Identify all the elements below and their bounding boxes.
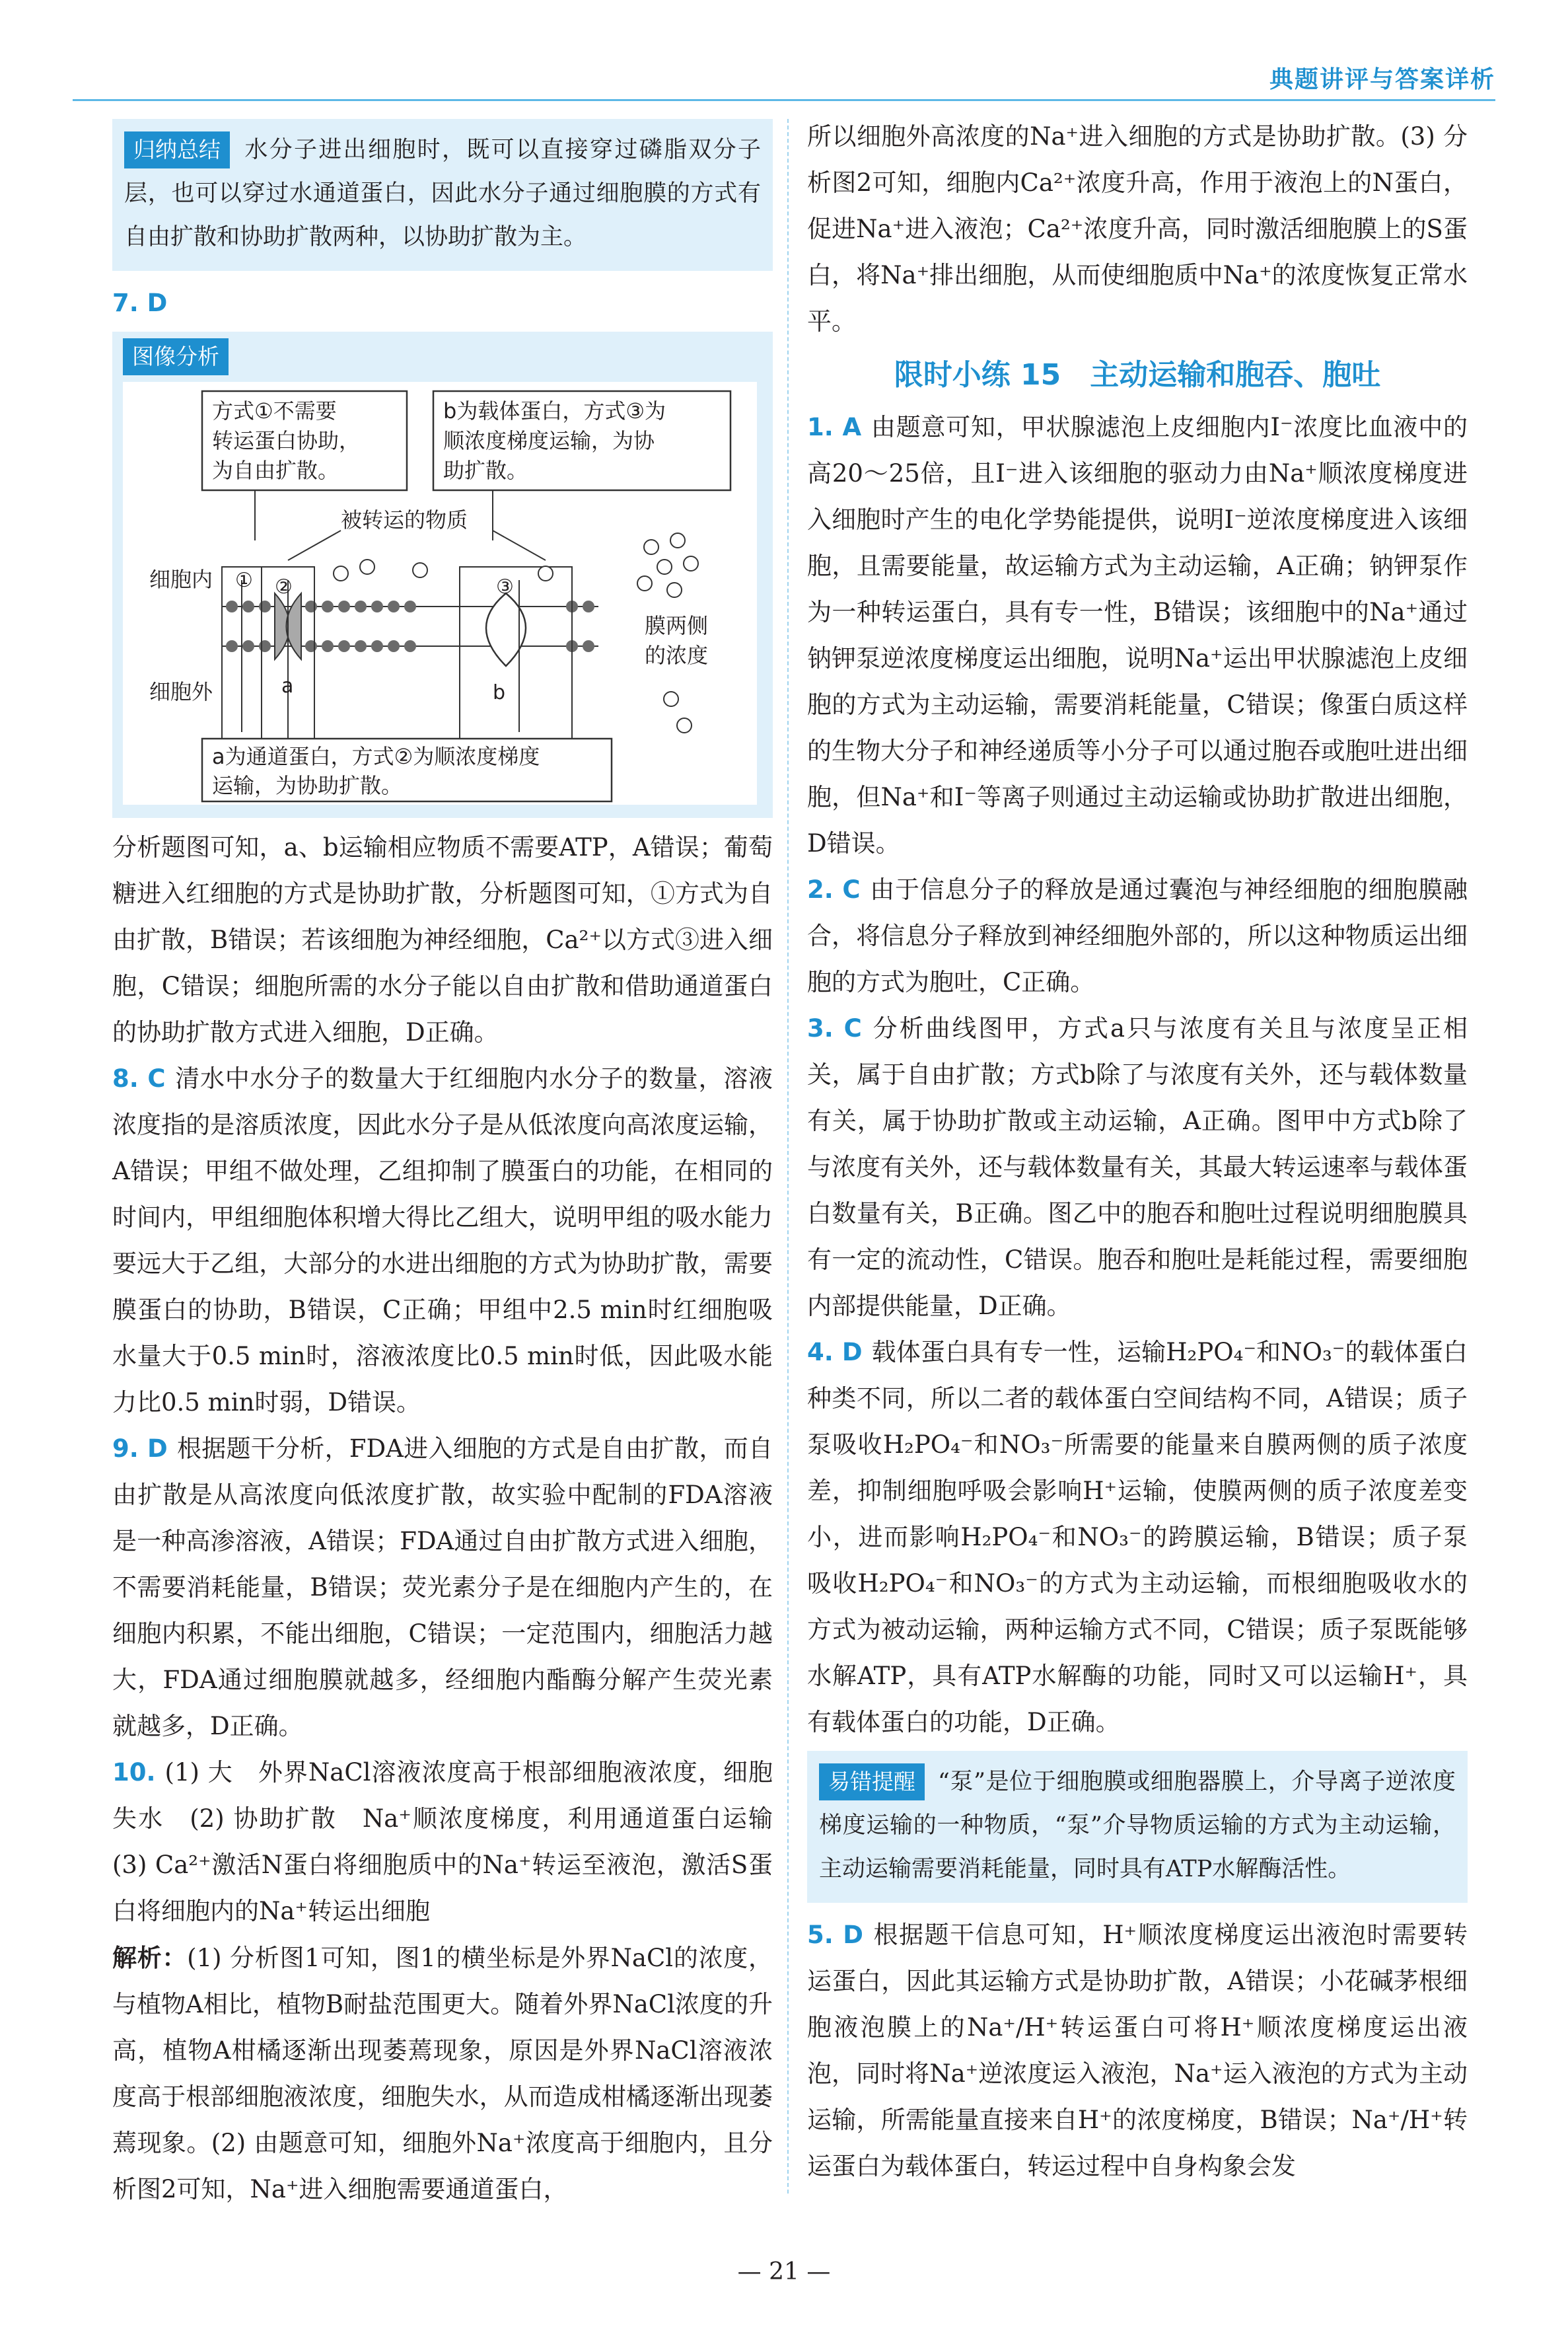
mark-b: b — [493, 681, 506, 704]
box1-line2: 转运蛋白协助， — [212, 428, 361, 453]
q10-text: (1) 大 外界NaCl溶液浓度高于根部细胞液浓度，细胞失水 (2) 协助扩散 Na⁺顺浓度梯度，利用通道蛋白运输 (3) Ca²⁺激活N蛋白将细胞质中的Na⁺转运至液泡，激活S蛋白将细胞内的Na⁺转运出细胞 — [112, 1758, 797, 1925]
mark-a: a — [281, 675, 294, 698]
q10-analysis — [112, 1935, 773, 2213]
r-q2-answer — [807, 867, 1468, 1006]
mark-1: ① — [235, 569, 253, 592]
warning-tag: 易错提醒 — [819, 1763, 925, 1800]
q8-number: 8. C — [112, 1064, 166, 1093]
analysis-label: 解析： — [112, 1943, 188, 1972]
header-rule — [73, 99, 1495, 101]
r-q1-text: 由题意可知，甲状腺滤泡上皮细胞内I⁻浓度比血液中的高20～25倍，且I⁻进入该细胞的驱动力由Na⁺顺浓度梯度进入细胞时产生的电化学势能提供，说明I⁻逆浓度梯度进入该细胞，且需要能量，故运输方式为主动运输，A正确；钠钾泵作为一种转运蛋白，具有专一性，B错误；该细胞中的Na⁺通过钠钾泵逆浓度梯度运出细胞，说明Na⁺运出甲状腺滤泡上皮细胞的方式为主动运输，需要消耗能量，C错误；像蛋白质这样的生物大分子和神经递质等小分子可以通过胞吞或胞吐进出细胞，但Na⁺和I⁻等离子则通过主动运输或协助扩散进出细胞，D错误。 — [807, 413, 1468, 858]
q10-number: 10. — [112, 1758, 156, 1787]
label-inside: 细胞内 — [149, 567, 213, 592]
section-title: 限时小练 15 主动运输和胞吞、胞吐 — [894, 358, 1381, 392]
warning-box — [807, 1751, 1468, 1903]
r-q1-answer — [807, 404, 1468, 867]
box3-line2: 运输，为协助扩散。 — [212, 773, 403, 798]
q9-answer — [112, 1426, 773, 1750]
q8-text: 清水中水分子的数量大于红细胞内水分子的数量，溶液浓度指的是溶质浓度，因此水分子是从低浓度向高浓度运输，A错误；甲组不做处理，乙组抑制了膜蛋白的功能，在相同的时间内，甲组细胞体积增大得比乙组大，说明甲组的吸水能力要远大于乙组，大部分的水进出细胞的方式为协助扩散，需要膜蛋白的协助，B错误，C正确；甲组中2.5 min时红细胞吸水量大于0.5 min时，溶液浓度比0.5 min时低，因此吸水能力比0.5 min时弱，D错误。 — [112, 1064, 773, 1417]
r-q5-text: 根据题干信息可知，H⁺顺浓度梯度运出液泡时需要转运蛋白，因此其运输方式是协助扩散，A错误；小花碱茅根细胞液泡膜上的Na⁺/H⁺转运蛋白可将H⁺顺浓度梯度运出液泡，同时将Na⁺逆浓度运入液泡，Na⁺运入液泡的方式为主动运输，所需能量直接来自H⁺的浓度梯度，B错误；Na⁺/H⁺转运蛋白为载体蛋白，转运过程中自身构象会发 — [807, 1921, 1468, 2180]
r-q3-number: 3. C — [807, 1014, 862, 1043]
r-q3-text: 分析曲线图甲，方式a只与浓度有关且与浓度呈正相关，属于自由扩散；方式b除了与浓度有关外，还与载体数量有关，属于协助扩散或主动运输，A正确。图甲中方式b除了与浓度有关外，还与载体数量有关，其最大转运速率与载体蛋白数量有关，B正确。图乙中的胞吞和胞吐过程说明细胞膜具有一定的流动性，C错误。胞吞和胞吐是耗能过程，需要细胞内部提供能量，D正确。 — [807, 1014, 1468, 1320]
box2-line3: 助扩散。 — [443, 458, 528, 483]
r-q2-text: 由于信息分子的释放是通过囊泡与神经细胞的细胞膜融合，将信息分子释放到神经细胞外部的，所以这种物质运出细胞的方式为胞吐，C正确。 — [807, 875, 1468, 996]
q7-answer — [112, 280, 773, 326]
membrane-transport-diagram — [123, 382, 757, 805]
mark-3: ③ — [496, 575, 514, 599]
label-outside: 细胞外 — [149, 679, 213, 704]
page-header-title: 典题讲评与答案详析 — [1269, 66, 1495, 93]
label-substance: 被转运的物质 — [341, 507, 468, 533]
q10-analysis-continued: 所以细胞外高浓度的Na⁺进入细胞的方式是协助扩散。(3) 分析图2可知，细胞内Ca²⁺浓度升高，作用于液泡上的N蛋白，促进Na⁺进入液泡；Ca²⁺浓度升高，同时激活细胞膜上的S蛋白，将Na⁺排出细胞，从而使细胞质中Na⁺的浓度恢复正常水平。 — [807, 122, 1468, 336]
r-q3-answer — [807, 1006, 1468, 1329]
q7-explanation: 分析题图可知，a、b运输相应物质不需要ATP，A错误；葡萄糖进入红细胞的方式是协助扩散，分析题图可知，①方式为自由扩散，B错误；若该细胞为神经细胞，Ca²⁺以方式③进入细胞，C错误；细胞所需的水分子能以自由扩散和借助通道蛋白的协助扩散方式进入细胞，D正确。 — [112, 833, 773, 1047]
figure-tag: 图像分析 — [123, 338, 229, 375]
box1-line1: 方式①不需要 — [212, 398, 337, 424]
q7-number: 7. D — [112, 289, 168, 317]
r-q1-number: 1. A — [807, 413, 862, 441]
summary-paragraph — [124, 128, 761, 259]
r-q2-number: 2. C — [807, 875, 861, 904]
r-q4-text: 载体蛋白具有专一性，运输H₂PO₄⁻和NO₃⁻的载体蛋白种类不同，所以二者的载体蛋白空间结构不同，A错误；质子泵吸收H₂PO₄⁻和NO₃⁻所需要的能量来自膜两侧的质子浓度差，抑制细胞呼吸会影响H⁺运输，使膜两侧的质子浓度差变小，进而影响H₂PO₄⁻和NO₃⁻的跨膜运输，B错误；质子泵吸收H₂PO₄⁻和NO₃⁻的方式为主动运输，而根细胞吸收水的方式为被动运输，两种运输方式不同，C错误；质子泵既能够水解ATP，具有ATP水解酶的功能，同时又可以运输H⁺，具有载体蛋白的功能，D正确。 — [807, 1338, 1468, 1736]
box2-line2: 顺浓度梯度运输，为协 — [443, 428, 655, 453]
r-q4-number: 4. D — [807, 1338, 863, 1366]
label-concentration-2: 的浓度 — [645, 643, 709, 668]
analysis-text: (1) 分析图1可知，图1的横坐标是外界NaCl的浓度，与植物A相比，植物B耐盐范围更大。随着外界NaCl浓度的升高，植物A柑橘逐渐出现萎蔫现象，原因是外界NaCl溶液浓度高于根部细胞液浓度，细胞失水，从而造成柑橘逐渐出现萎蔫现象。(2) 由题意可知，细胞外Na⁺浓度高于细胞内，且分析图2可知，Na⁺进入细胞需要通道蛋白， — [112, 1944, 773, 2203]
left-column — [112, 114, 797, 2213]
summary-text: 水分子进出细胞时，既可以直接穿过磷脂双分子层，也可以穿过水通道蛋白，因此水分子通过细胞膜的方式有自由扩散和协助扩散两种，以协助扩散为主。 — [124, 137, 761, 250]
q9-number: 9. D — [112, 1434, 168, 1463]
box3-line1: a为通道蛋白，方式②为顺浓度梯度 — [212, 744, 540, 769]
label-concentration-1: 膜两侧 — [645, 613, 709, 638]
r-q5-answer — [807, 1912, 1468, 2190]
figure-box — [112, 332, 773, 818]
box1-line3: 为自由扩散。 — [212, 458, 339, 483]
q10-answer — [112, 1750, 797, 1935]
warning-paragraph — [819, 1760, 1456, 1891]
column-divider — [787, 119, 789, 2194]
right-column — [807, 114, 1468, 2190]
q8-answer — [112, 1056, 773, 1426]
box2-line1: b为载体蛋白，方式③为 — [443, 398, 666, 424]
summary-box — [112, 119, 773, 271]
summary-tag: 归纳总结 — [124, 131, 230, 168]
warning-text: “泵”是位于细胞膜或细胞器膜上，介导离子逆浓度梯度运输的一种物质，“泵”介导物质运输的方式为主动运输，主动运输需要消耗能量，同时具有ATP水解酶活性。 — [819, 1769, 1456, 1882]
page-number: — 21 — — [737, 2258, 831, 2285]
r-q4-answer — [807, 1329, 1468, 1746]
mark-2: ② — [275, 575, 293, 599]
q9-text: 根据题干分析，FDA进入细胞的方式是自由扩散，而自由扩散是从高浓度向低浓度扩散，故实验中配制的FDA溶液是一种高渗溶液，A错误；FDA通过自由扩散方式进入细胞，不需要消耗能量，B错误；荧光素分子是在细胞内产生的，在细胞内积累，不能出细胞，C错误；一定范围内，细胞活力越大，FDA通过细胞膜就越多，经细胞内酯酶分解产生荧光素就越多，D正确。 — [112, 1434, 773, 1740]
r-q5-number: 5. D — [807, 1921, 863, 1949]
